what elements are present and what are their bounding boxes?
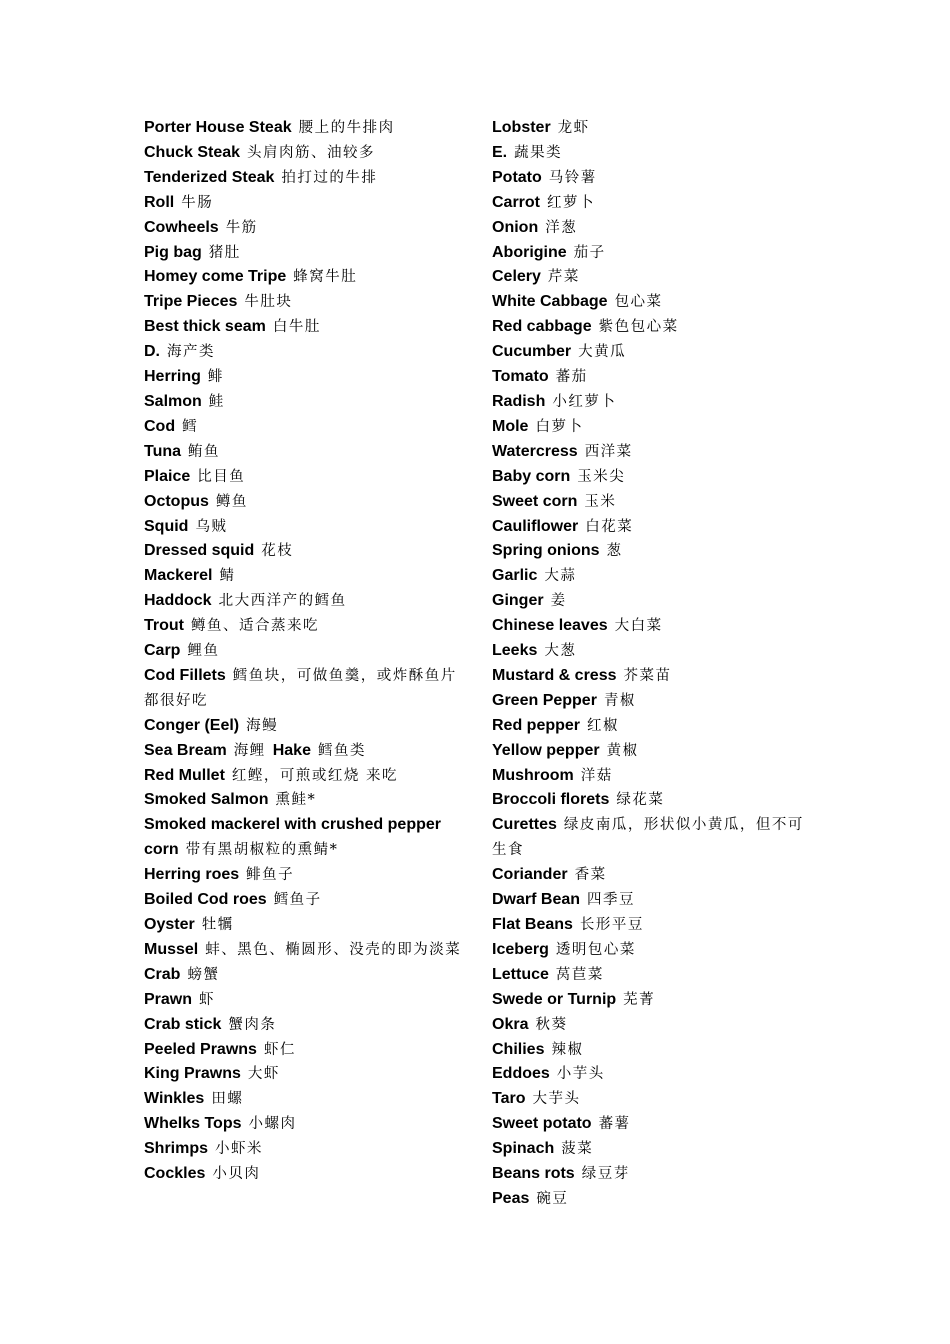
chinese-term: 芜菁 (623, 991, 656, 1008)
chinese-term: 海鳗 (246, 717, 279, 734)
chinese-term: 蟹肉条 (228, 1016, 277, 1033)
english-term: Red cabbage (492, 318, 592, 336)
chinese-term: 牛肠 (181, 194, 214, 211)
english-term: Peeled Prawns (144, 1040, 257, 1058)
vocab-entry (144, 390, 466, 415)
vocab-entry (144, 216, 466, 241)
english-term: Sweet potato (492, 1115, 592, 1133)
english-term: Chilies (492, 1040, 545, 1058)
english-term: Red pepper (492, 716, 581, 734)
chinese-term: 牛肚块 (244, 294, 293, 311)
chinese-term: 鲱 (207, 369, 224, 386)
english-term: Boiled Cod roes (144, 891, 267, 909)
english-term: Chuck Steak (144, 143, 241, 161)
vocab-entry (492, 141, 814, 166)
vocab-entry (492, 888, 814, 913)
chinese-term: 大蒜 (544, 568, 577, 585)
chinese-term: 茄子 (573, 244, 606, 261)
vocab-entry (144, 1162, 466, 1187)
english-term: Crab (144, 965, 181, 983)
english-term: Flat Beans (492, 916, 573, 933)
chinese-term: 小螺肉 (248, 1116, 297, 1133)
english-term: Lobster (492, 119, 551, 136)
vocab-entry (492, 813, 814, 863)
vocab-entry (492, 988, 814, 1013)
vocab-entry (492, 290, 814, 315)
chinese-term: 透明包心菜 (555, 941, 636, 958)
chinese-term: 海产类 (167, 344, 215, 361)
vocab-entry (492, 639, 814, 664)
chinese-term: 大葱 (544, 643, 577, 660)
chinese-term: 白牛肚 (272, 319, 321, 336)
chinese-term: 北大西洋产的鳕鱼 (218, 593, 347, 610)
chinese-term: 鲔鱼 (188, 443, 221, 460)
chinese-term: 鳕 (182, 418, 199, 435)
english-term: Oyster (144, 916, 195, 933)
right-column (492, 116, 814, 1212)
chinese-term: 头肩肉筋、油较多 (247, 144, 376, 161)
chinese-term: 牛筋 (225, 219, 258, 236)
chinese-term: 红鲣，可煎或红烧 来吃 (231, 767, 398, 784)
vocab-entry (492, 166, 814, 191)
vocab-entry (144, 265, 466, 290)
vocab-entry (144, 1137, 466, 1162)
chinese-term: 小贝肉 (212, 1166, 261, 1183)
english-term: Roll (144, 193, 175, 211)
english-term: Dwarf Bean (492, 891, 581, 909)
english-term: Lettuce (492, 965, 549, 983)
vocab-entry (492, 1187, 814, 1212)
vocab-entry (144, 788, 466, 813)
vocab-entry (144, 1013, 466, 1038)
chinese-term: 菠菜 (561, 1141, 594, 1158)
chinese-term: 黄椒 (606, 742, 639, 759)
vocab-entry (492, 764, 814, 789)
vocab-entry (492, 365, 814, 390)
vocab-entry (144, 191, 466, 216)
chinese-term: 青椒 (603, 692, 636, 709)
chinese-term: 带有黑胡椒粒的熏鲭* (185, 842, 339, 859)
chinese-term: 大白菜 (614, 618, 663, 635)
vocab-entry (492, 614, 814, 639)
english-term: Crab stick (144, 1015, 222, 1033)
vocab-entry (144, 141, 466, 166)
chinese-term: 龙虾 (557, 120, 590, 136)
chinese-term: 绿花菜 (616, 792, 665, 809)
english-term: Cucumber (492, 343, 572, 361)
english-term: Chinese leaves (492, 617, 608, 635)
english-term: Red Mullet (144, 766, 225, 784)
chinese-term: 小芋头 (556, 1066, 605, 1083)
chinese-term: 马铃薯 (548, 169, 597, 186)
chinese-term: 鲭 (219, 568, 236, 585)
english-term: Radish (492, 392, 546, 410)
english-term: Squid (144, 517, 189, 535)
vocab-entry (144, 515, 466, 540)
vocab-entry (144, 490, 466, 515)
english-term: Dressed squid (144, 542, 255, 560)
english-term: Potato (492, 168, 542, 186)
chinese-term: 葱 (606, 543, 623, 560)
chinese-term: 蕃薯 (598, 1116, 631, 1133)
english-term: Conger (Eel) (144, 716, 240, 734)
chinese-term: 虾 (199, 991, 216, 1008)
english-term: Mole (492, 417, 529, 435)
english-term: Octopus (144, 492, 209, 510)
english-term: Baby corn (492, 467, 571, 485)
vocab-entry (492, 1137, 814, 1162)
english-term: Mustard & cress (492, 666, 617, 684)
english-term: Garlic (492, 567, 538, 585)
english-term: Best thick seam (144, 318, 266, 336)
vocab-entry (492, 216, 814, 241)
left-column (144, 116, 466, 1187)
vocab-entry (492, 788, 814, 813)
vocab-entry (144, 938, 466, 963)
chinese-term: 牡犡 (201, 917, 234, 933)
chinese-term: 大虾 (247, 1066, 280, 1083)
chinese-term: 螃蟹 (187, 966, 220, 983)
chinese-term: 蜂窝牛肚 (293, 269, 358, 286)
vocab-entry (144, 166, 466, 191)
english-term: Cod (144, 417, 176, 435)
chinese-term: 鳟鱼 (215, 493, 248, 510)
vocab-entry (492, 913, 814, 938)
english-term: Coriander (492, 866, 568, 884)
english-term: Carp (144, 642, 181, 660)
vocab-entry (492, 390, 814, 415)
vocab-entry (492, 1062, 814, 1087)
vocab-entry (492, 1112, 814, 1137)
english-term: Carrot (492, 193, 541, 211)
english-term: Mussel (144, 940, 199, 958)
chinese-term: 红萝卜 (547, 194, 596, 211)
english-term: Herring (144, 368, 201, 386)
vocab-entry (492, 1087, 814, 1112)
english-term: Watercress (492, 442, 578, 460)
chinese-term: 鲤鱼 (187, 643, 220, 660)
chinese-term: 绿皮南瓜，形状似小黄瓜，但不可生食 (492, 817, 804, 859)
chinese-term: 鳕鱼块，可做鱼羹，或炸酥鱼片都很好吃 (144, 667, 457, 709)
english-term: Celery (492, 268, 541, 286)
vocab-entry (492, 465, 814, 490)
vocab-entry (492, 589, 814, 614)
english-term: Mushroom (492, 766, 574, 784)
english-term: Sea Bream (144, 741, 227, 759)
chinese-term: 鳟鱼、适合蒸来吃 (191, 618, 319, 635)
english-term: Green Pepper (492, 691, 597, 709)
vocab-entry (144, 1112, 466, 1137)
chinese-term: 洋葱 (545, 219, 578, 236)
vocab-entry (492, 664, 814, 689)
vocab-entry (144, 365, 466, 390)
vocab-entry (144, 241, 466, 266)
chinese-term: 小虾米 (215, 1141, 264, 1158)
english-term: Hake (272, 741, 311, 759)
english-term: Peas (492, 1189, 530, 1207)
chinese-term: 红椒 (587, 717, 620, 734)
vocab-entry (144, 415, 466, 440)
english-term: Smoked Salmon (144, 791, 269, 809)
english-term: Okra (492, 1015, 529, 1033)
vocab-entry (492, 938, 814, 963)
vocab-entry (492, 739, 814, 764)
chinese-term: 四季豆 (587, 892, 636, 909)
english-term: Curettes (492, 816, 557, 834)
vocab-entry (492, 490, 814, 515)
vocab-entry (144, 913, 466, 938)
english-term: Spinach (492, 1140, 555, 1158)
english-term: Plaice (144, 467, 191, 485)
vocab-entry (492, 415, 814, 440)
chinese-term: 熏鲑* (275, 792, 317, 809)
english-term: Pig bag (144, 243, 202, 261)
chinese-term: 鲑 (208, 393, 225, 410)
english-term: Tomato (492, 368, 549, 386)
vocab-entry (492, 191, 814, 216)
english-term: E. (492, 143, 508, 161)
english-term: D. (144, 343, 160, 361)
vocab-entry (492, 863, 814, 888)
vocab-entry (492, 515, 814, 540)
vocab-entry (144, 116, 466, 141)
english-term: White Cabbage (492, 293, 608, 311)
chinese-term: 花枝 (261, 543, 294, 560)
vocab-entry (144, 440, 466, 465)
vocab-entry (144, 714, 466, 739)
vocab-entry (492, 564, 814, 589)
english-term: Prawn (144, 990, 193, 1008)
english-term: King Prawns (144, 1065, 241, 1083)
chinese-term: 长形平豆 (579, 917, 644, 933)
chinese-term: 白花菜 (585, 518, 634, 535)
chinese-term: 白萝卜 (535, 418, 584, 435)
chinese-term: 大黄瓜 (578, 344, 627, 361)
chinese-term: 包心菜 (614, 294, 663, 311)
chinese-term: 辣椒 (551, 1041, 584, 1058)
english-term: Tuna (144, 442, 182, 460)
chinese-term: 鲱鱼子 (246, 867, 295, 884)
vocab-entry (144, 863, 466, 888)
vocab-entry (492, 265, 814, 290)
vocab-entry (492, 1038, 814, 1063)
english-term: Salmon (144, 392, 202, 410)
chinese-term: 香菜 (574, 867, 607, 884)
chinese-term: 绿豆芽 (581, 1166, 630, 1183)
english-term: Smoked mackerel with crushed pepper corn (144, 816, 441, 859)
chinese-term: 莴苣菜 (555, 966, 604, 983)
vocab-entry (492, 241, 814, 266)
english-term: Cod Fillets (144, 666, 226, 684)
english-term: Sweet corn (492, 492, 578, 510)
vocab-entry (492, 315, 814, 340)
chinese-term: 蕃茄 (555, 369, 588, 386)
vocab-entry (144, 963, 466, 988)
chinese-term: 碗豆 (536, 1190, 569, 1207)
chinese-term: 猪肚 (208, 244, 241, 261)
chinese-term: 乌贼 (195, 518, 228, 535)
english-term: Shrimps (144, 1140, 209, 1158)
vocab-entry (144, 1038, 466, 1063)
chinese-term: 鳕鱼类 (317, 742, 366, 759)
vocab-entry (144, 1062, 466, 1087)
english-term: Beans rots (492, 1165, 575, 1183)
vocab-entry (492, 714, 814, 739)
english-term: Broccoli florets (492, 791, 610, 809)
vocab-entry (144, 614, 466, 639)
english-term: Porter House Steak (144, 119, 292, 136)
vocab-entry (144, 888, 466, 913)
vocab-entry (144, 813, 466, 863)
vocab-entry (492, 440, 814, 465)
english-term: Haddock (144, 592, 212, 610)
english-term: Cauliflower (492, 517, 579, 535)
vocab-entry (144, 465, 466, 490)
english-term: Spring onions (492, 542, 600, 560)
vocab-entry (144, 739, 466, 764)
chinese-term: 拍打过的牛排 (281, 169, 378, 186)
english-term: Onion (492, 218, 539, 236)
vocab-entry (144, 564, 466, 589)
chinese-term: 小红萝卜 (552, 393, 617, 410)
english-term: Cockles (144, 1165, 206, 1183)
chinese-term: 比目鱼 (197, 468, 246, 485)
english-term: Cowheels (144, 218, 219, 236)
english-term: Ginger (492, 592, 544, 610)
vocab-entry (492, 340, 814, 365)
chinese-term: 西洋菜 (584, 443, 633, 460)
chinese-term: 田螺 (211, 1091, 244, 1108)
chinese-term: 蚌、黑色、椭圆形、没壳的即为淡菜 (205, 941, 462, 958)
chinese-term: 鳕鱼子 (273, 892, 322, 909)
chinese-term: 虾仁 (263, 1041, 296, 1058)
chinese-term: 玉米尖 (577, 468, 626, 485)
chinese-term: 芹菜 (547, 269, 580, 286)
chinese-term: 芥菜苗 (623, 667, 672, 684)
vocab-entry (144, 664, 466, 714)
vocab-entry (492, 963, 814, 988)
chinese-term: 腰上的牛排肉 (298, 120, 395, 136)
chinese-term: 蔬果类 (514, 144, 563, 161)
vocab-entry (144, 290, 466, 315)
vocab-entry (144, 764, 466, 789)
vocab-entry (144, 589, 466, 614)
english-term: Aborigine (492, 243, 567, 261)
english-term: Leeks (492, 642, 538, 660)
english-term: Whelks Tops (144, 1115, 242, 1133)
english-term: Tenderized Steak (144, 168, 275, 186)
vocab-entry (144, 988, 466, 1013)
english-term: Yellow pepper (492, 741, 600, 759)
english-term: Iceberg (492, 940, 549, 958)
english-term: Winkles (144, 1090, 205, 1108)
chinese-term: 海鲤 (233, 742, 266, 759)
english-term: Swede or Turnip (492, 990, 617, 1008)
english-term: Mackerel (144, 567, 213, 585)
chinese-term: 大芋头 (532, 1091, 581, 1108)
english-term: Trout (144, 617, 184, 635)
vocab-entry (492, 116, 814, 141)
vocab-entry (144, 1087, 466, 1112)
english-term: Tripe Pieces (144, 293, 238, 311)
chinese-term: 玉米 (584, 493, 617, 510)
english-term: Herring roes (144, 866, 240, 884)
vocab-entry (144, 315, 466, 340)
vocab-entry (144, 539, 466, 564)
chinese-term: 秋葵 (535, 1016, 568, 1033)
vocab-entry (144, 340, 466, 365)
vocab-entry (492, 1013, 814, 1038)
chinese-term: 紫色包心菜 (598, 319, 679, 336)
english-term: Homey come Tripe (144, 268, 287, 286)
vocab-entry (492, 1162, 814, 1187)
english-term: Taro (492, 1090, 526, 1108)
vocab-entry (492, 539, 814, 564)
english-term: Eddoes (492, 1065, 550, 1083)
vocab-entry (492, 689, 814, 714)
chinese-term: 姜 (550, 593, 567, 610)
vocab-entry (144, 639, 466, 664)
chinese-term: 洋菇 (580, 767, 613, 784)
